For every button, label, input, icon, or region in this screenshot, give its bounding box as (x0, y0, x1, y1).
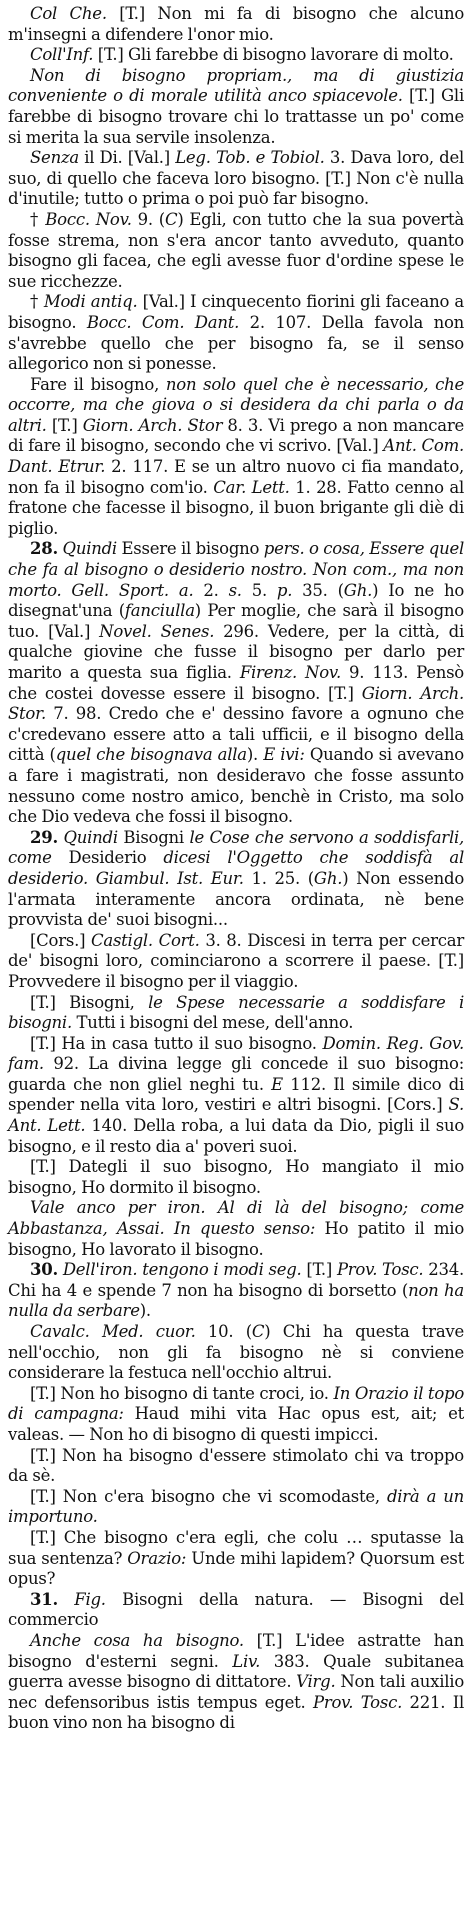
italic-text: Modi antiq. (43, 292, 138, 312)
entry-paragraph (8, 1198, 464, 1260)
italic-text: Gh. (343, 580, 373, 600)
text-run: [T.] Non c'era bisogno che vi scomodaste, (30, 1486, 387, 1506)
italic-text: Che. (69, 4, 107, 23)
text-run: [T.] Dategli il suo bisogno, Ho mangiato il mio bisogno, Ho dormito il bisogno. (8, 1157, 464, 1197)
italic-text: Ant. Com. Dant. Etrur. (8, 436, 464, 477)
text-run (57, 4, 69, 23)
text-run: [T.] Non mi fa di bisogno che alcuno m'insegni a difendere l'onor mio. (8, 4, 465, 44)
sense-number: 31. (30, 1589, 58, 1609)
text-run: 112. Il simile dico di spender nella vita loro, vestiri e altri bisogni. [Cors.] (8, 1074, 465, 1115)
entry-paragraph (8, 993, 464, 1034)
entry-paragraph (8, 1590, 464, 1631)
text-run: 296. Vedere, per la città, di qualche giovine che fusse il bisogno per darlo per marito a questa sua figlia. (8, 621, 464, 682)
entry-paragraph (8, 1034, 464, 1158)
text-run: 1. 25. ( (243, 868, 314, 888)
italic-text: Domin. Reg. Gov. fam. (8, 1033, 464, 1074)
italic-text: In Orazio il topo di campagna: (8, 1383, 464, 1424)
italic-text: Car. Lett. (213, 477, 290, 497)
italic-text: Fig. (74, 1589, 106, 1609)
text-run: 1. 28. Fatto cenno al fratone che facesse il bisogno, il buon brigante gli diè di piglio. (8, 477, 464, 538)
text-run: 7. 98. Credo che e' dessino favore a ognuno che c'credevano essere atto a tali ufficii, e il bisogno della città ( (8, 704, 464, 765)
entry-paragraph (8, 1384, 464, 1446)
entry-paragraph (8, 375, 464, 540)
entry-paragraph (8, 1260, 464, 1322)
italic-text: Dell'iron. tengono i modi seg. (62, 1260, 302, 1280)
text-run: [T.] Non ho bisogno di tante croci, io. (30, 1383, 334, 1403)
italic-text: s. (228, 580, 242, 600)
text-run: 8. 3. Vi prego a non mancare di fare il bisogno, secondo che vi scrivo. [Val.] (8, 415, 464, 456)
text-run: [T.] Bisogni, (30, 992, 149, 1012)
entry-paragraph (8, 828, 464, 931)
italic-text: Giorn. Arch. Stor. (8, 683, 465, 724)
text-run: [T.] Non ha bisogno d'essere stimolato chi va troppo da sè. (8, 1445, 464, 1486)
sense-number: 30. (30, 1260, 58, 1280)
text-run: ) Egli, con tutto che la sua povertà fosse strema, non s'era ancor tanto avveduto, quanto bisogno gli facea, che egli avesse fuor d'ordine spese le sue ricchezze. (8, 209, 465, 291)
text-run: 140. Della roba, a lui data da Dio, pigli il suo bisogno, e il resto dia a' poveri suoi. (8, 1116, 465, 1156)
text-run: [Val.] I cinquecento fiorini gli faceano a bisogno. (8, 292, 464, 332)
entry-paragraph (8, 292, 464, 374)
text-run: Desiderio (51, 848, 164, 868)
text-run: 3. 8. Discesi in terra per cercar de' bisogni loro, cominciarono a scorrere il paese. [T.] Provvedere il bisogno per il viaggio. (8, 930, 464, 991)
text-run: [T.] L'idee astratte han bisogno d'esterni segni. (8, 1630, 464, 1671)
text-run: ) Chi ha questa trave nell'occhio, non gli fa bisogno nè si conviene considerare la festuca nell'occhio altrui. (8, 1322, 464, 1383)
text-run: ) Per moglie, che sarà il bisogno tuo. [Val.] (8, 601, 464, 641)
text-run: Haud mihi vita Hac opus est, ait; et valeas. — Non ho di bisogno di questi impicci. (8, 1404, 464, 1444)
italic-text: Non di bisogno propriam., ma di giustizia conveniente o di morale utilità anco spiacevole. (8, 65, 464, 106)
entry-paragraph (8, 4, 464, 45)
italic-text: Prov. Tosc. (336, 1260, 424, 1280)
text-run: 5. (241, 580, 277, 600)
entry-paragraph (8, 148, 464, 210)
italic-text: Prov. Tosc. (312, 1692, 403, 1712)
italic-text: quel che bisognava alla (55, 745, 247, 765)
entry-paragraph (8, 1322, 464, 1384)
text-run: 9. ( (131, 209, 165, 229)
italic-text: Leg. Tob. e Tobiol. (175, 148, 325, 168)
text-run: Tutti i bisogni del mese, dell'anno. (71, 1013, 354, 1033)
text-run (58, 1590, 74, 1609)
text-run: [T.] (301, 1260, 337, 1280)
sense-number: 29. (30, 827, 58, 847)
entry-paragraph (8, 210, 464, 292)
italic-text: Anche cosa ha bisogno. (30, 1630, 244, 1650)
text-run: [T.] Che bisogno c'era egli, che colu … sputasse la sua sentenza? (8, 1527, 464, 1568)
text-run: Quando si avevano a fare i magistrati, non desideravo che fosse assunto nessuno come nostro amico, benchè in Cristo, ma solo che Dio vedeva che fossi il bisogno. (8, 745, 464, 827)
italic-text: Quindi (63, 827, 118, 847)
text-run: 2. 117. E se un altro nuovo ci fia mandato, non fa il bisogno com'io. (8, 457, 464, 497)
text-run: Unde mihi lapidem? Quorsum est opus? (8, 1548, 464, 1589)
entry-paragraph (8, 1446, 464, 1487)
text-run: 10. ( (195, 1322, 252, 1341)
text-run: Ho patito il mio bisogno, Ho lavorato il bisogno. (8, 1219, 464, 1259)
text-run: ). (246, 745, 264, 765)
text-run: il Di. [Val.] (78, 148, 176, 168)
italic-text: non ha nulla da serbare (8, 1280, 464, 1321)
italic-text: Vale anco per iron. Al di là del bisogno; come Abbastanza, Assai. In questo senso: (8, 1198, 464, 1239)
entry-paragraph (8, 931, 464, 993)
italic-text: Cavalc. Med. cuor. (30, 1322, 196, 1341)
text-run: Bisogni (117, 827, 190, 847)
entry-paragraph (8, 539, 464, 827)
italic-text: Gh. (313, 868, 343, 888)
text-run: 234. Chi ha 4 e spende 7 non ha bisogno di borsetto ( (8, 1260, 464, 1300)
entry-paragraph (8, 1631, 464, 1734)
text-run: [T.] Gli farebbe di bisogno trovare chi lo trattasse un po' come si merita la sua servile insolenza. (8, 86, 464, 147)
italic-text: Bocc. Com. Dant. (86, 312, 240, 332)
entry-paragraph (8, 1157, 464, 1198)
italic-text: fanciulla (124, 601, 195, 621)
text-run: 9. 113. Pensò che costei dovesse essere il bisogno. [T.] (8, 663, 464, 703)
italic-text: E ivi: (263, 745, 305, 765)
italic-text: Quindi (62, 539, 117, 559)
text-run: Bisogni della natura. — Bisogni del commercio (8, 1589, 464, 1630)
text-run: 35. ( (292, 580, 344, 600)
text-run: Fare il bisogno, (30, 374, 166, 394)
entry-paragraph (8, 45, 464, 66)
text-run: Essere il bisogno (116, 539, 264, 559)
entry-paragraph (8, 1487, 464, 1528)
text-run: [Cors.] (30, 930, 91, 950)
text-run: 383. Quale subitanea guerra avesse bisogno di dittatore. (8, 1651, 465, 1692)
text-run: [T.] (46, 415, 83, 435)
italic-text: Orazio: (127, 1548, 187, 1568)
italic-text: E (271, 1074, 283, 1094)
italic-text: dirà a un importuno. (8, 1486, 464, 1527)
italic-text: p. (276, 580, 293, 600)
italic-text: pers. o cosa, Essere quel che fa al bisogno o desiderio nostro. Non com., ma non morto. Gell. Sport. a. (8, 539, 465, 600)
italic-text: dicesi l'Oggetto che soddisfà al desiderio. Giambul. Ist. Eur. (8, 848, 464, 888)
italic-text: C (251, 1322, 265, 1341)
italic-text: non solo quel che è necessario, che occorre, ma che giova o si desidera da chi parla o da altri. (8, 374, 465, 435)
italic-text: Col (30, 4, 58, 23)
italic-text: S. Ant. Lett. (8, 1095, 464, 1136)
text-run: † (30, 292, 44, 312)
text-run: 3. Dava loro, del suo, di quello che faceva loro bisogno. [T.] Non c'è nulla d'inutile; tutto o prima o poi può far bisogno. (8, 148, 465, 209)
text-run: † (30, 209, 46, 229)
italic-text: Senza (30, 148, 79, 168)
entry-paragraph (8, 66, 464, 148)
italic-text: Bocc. Nov. (45, 209, 132, 229)
text-run: 2. (193, 580, 229, 600)
italic-text: Firenz. Nov. (239, 663, 342, 682)
text-run: Non tali auxilio nec defensoribus istis tempus eget. (8, 1672, 465, 1712)
text-run: 92. La divina legge gli concede il suo bisogno: guarda che non gliel neghi tu. (8, 1054, 464, 1094)
italic-text: le Cose che servono a soddisfarli, come (8, 827, 464, 868)
text-run: ) Non essendo l'armata interamente ancora ordinata, nè bene provvista de' suoi bisogni... (8, 868, 464, 930)
text-run: 221. Il buon vino non ha bisogno di (8, 1692, 464, 1733)
italic-text: C (164, 209, 178, 229)
text-run: 2. 107. Della favola non s'avrebbe quello che per bisogno fa, se il senso allegorico non si ponesse. (8, 312, 465, 374)
italic-text: Castigl. Cort. (90, 930, 200, 950)
italic-text: Liv. (232, 1651, 261, 1671)
text-run: [T.] Ha in casa tutto il suo bisogno. (30, 1033, 323, 1053)
italic-text: Coll'Inf. (30, 45, 94, 65)
italic-text: Novel. Senes. (99, 621, 215, 641)
italic-text: Giorn. Arch. Stor (82, 415, 223, 435)
text-run: [T.] Gli farebbe di bisogno lavorare di molto. (93, 45, 454, 65)
italic-text: Virg. (296, 1672, 336, 1692)
text-run: ) Io ne ho disegnat'una ( (8, 580, 465, 621)
italic-text: le Spese necessarie a soddisfare i bisogni. (8, 992, 464, 1033)
text-run: ). (139, 1301, 151, 1321)
sense-number: 28. (30, 539, 58, 559)
entry-paragraph (8, 1528, 464, 1590)
